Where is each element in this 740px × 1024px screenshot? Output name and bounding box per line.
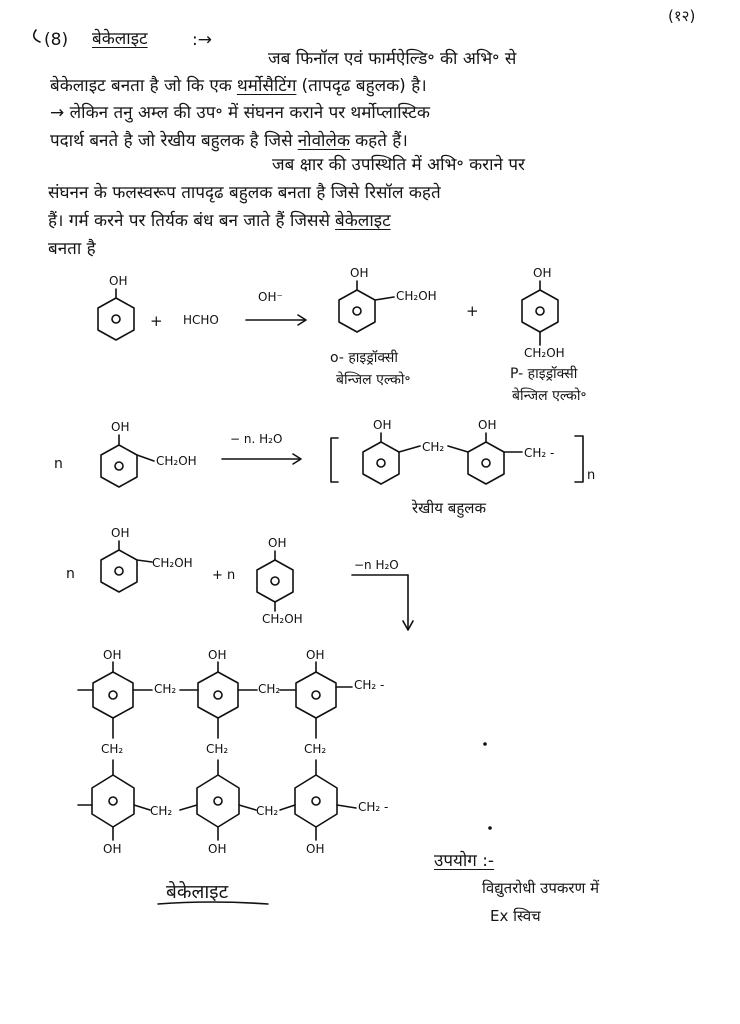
para-line-4 <box>50 128 408 151</box>
r1-para-name-2: बेन्जिल एल्को॰ <box>512 388 587 404</box>
phenol-ring <box>98 298 134 340</box>
r2-subscript-n: n <box>587 468 596 483</box>
bk-top-ch2-1: CH₂ <box>154 682 177 696</box>
r2-ch2-b: CH₂ - <box>524 446 555 460</box>
r3-ch2oh-1: CH₂OH <box>152 556 193 570</box>
r1-phenol-oh: OH <box>109 274 128 288</box>
r2-oh-a: OH <box>373 418 392 432</box>
para-line-6: संघनन के फलस्वरूप तापदृढ बहुलक बनता है जिसे रिसॉल कहते <box>48 183 441 203</box>
bakelite-ring-bottom-3 <box>295 775 337 827</box>
term-bakelite: बेकेलाइट <box>335 211 391 231</box>
r2-product-name: रेखीय बहुलक <box>412 499 486 517</box>
r3-oh-2: OH <box>268 536 287 550</box>
r1-para-oh: OH <box>533 266 552 280</box>
bk-top-ch2-2: CH₂ <box>258 682 281 696</box>
bakelite-ring-top-2 <box>198 672 238 718</box>
term-thermosetting: थर्मोसैटिंग <box>236 76 297 96</box>
uses-heading: उपयोग :- <box>434 851 495 871</box>
bakelite-ring-top-1 <box>93 672 133 718</box>
bk-top-oh-1: OH <box>103 648 122 662</box>
uses-line-1: विद्युतरोधी उपकरण में <box>482 879 600 897</box>
para-line-2-b: (तापदृढ बहुलक) है। <box>301 76 427 96</box>
r2-n: n <box>54 456 63 472</box>
bk-top-ch2-3: CH₂ - <box>354 678 385 692</box>
r1-para-name-1: P- हाइड्रॉक्सी <box>510 366 578 382</box>
section-title: बेकेलाइट <box>92 29 148 49</box>
para-ring <box>522 290 558 332</box>
term-novolac: नोवोलेक <box>297 131 351 151</box>
para-line-3 <box>50 100 430 123</box>
r1-condition: OH⁻ <box>258 290 283 304</box>
r2-condition: − n. H₂O <box>230 432 283 446</box>
term-thermoplastic: थर्मोप्लास्टिक <box>350 103 430 123</box>
bk-bottom-ch2-3: CH₂ - <box>358 800 389 814</box>
polymer-ring-2 <box>468 442 504 484</box>
section-arrow: :→ <box>192 30 212 50</box>
r1-ortho-name-2: बेन्जिल एल्को॰ <box>336 372 411 388</box>
polymer-bracket-left <box>331 438 338 482</box>
reactant-ring <box>101 445 137 487</box>
bk-mid-ch2-2: CH₂ <box>206 742 229 756</box>
bk-bottom-oh-2: OH <box>208 842 227 856</box>
bk-mid-ch2-1: CH₂ <box>101 742 124 756</box>
r1-para-ch2oh: CH₂OH <box>524 346 565 360</box>
para-line-4-a: पदार्थ बनते है जो रेखीय बहुलक है जिसे <box>50 131 293 151</box>
bakelite-label: बेकेलाइट <box>166 881 229 903</box>
bk-mid-ch2-3: CH₂ <box>304 742 327 756</box>
r1-ortho-name-1: o- हाइड्रॉक्सी <box>330 350 399 366</box>
para-line-7-a: हैं। गर्म करने पर तिर्यक बंध बन जाते हैं जिससे <box>48 211 330 231</box>
bk-bottom-oh-3: OH <box>306 842 325 856</box>
bk-top-oh-3: OH <box>306 648 325 662</box>
r1-ortho-ch2oh: CH₂OH <box>396 289 437 303</box>
polymer-ring-1 <box>363 442 399 484</box>
ortho-ring <box>339 290 375 332</box>
bakelite-ring-top-3 <box>296 672 336 718</box>
para-line-1: जब फिनॉल एवं फार्मऐल्डि॰ की अभि॰ से <box>268 49 517 69</box>
phenol-alcohol-ring-2 <box>257 560 293 602</box>
r1-reagent: HCHO <box>183 313 219 327</box>
para-line-2 <box>50 73 427 96</box>
phenol-alcohol-ring-1 <box>101 550 137 592</box>
r1-ortho-oh: OH <box>350 266 369 280</box>
para-line-5: जब क्षार की उपस्थिति में अभि॰ कराने पर <box>272 155 525 175</box>
r2-ch2-a: CH₂ <box>422 440 445 454</box>
r2-oh-b: OH <box>478 418 497 432</box>
r1-plus: + <box>150 312 163 330</box>
bk-bottom-ch2-1: CH₂ <box>150 804 173 818</box>
r2-oh: OH <box>111 420 130 434</box>
para-line-3-a: → लेकिन तनु अम्ल की उप॰ में संघनन कराने पर <box>50 103 346 123</box>
phenol-ring-center <box>112 315 120 323</box>
para-line-7 <box>48 208 391 231</box>
r3-n: n <box>66 566 75 582</box>
bk-bottom-ch2-2: CH₂ <box>256 804 279 818</box>
bk-bottom-oh-1: OH <box>103 842 122 856</box>
para-line-4-b: कहते हैं। <box>355 131 408 151</box>
bakelite-ring-bottom-1 <box>92 775 134 827</box>
section-number-bracket <box>34 30 40 42</box>
para-line-2-a: बेकेलाइट बनता है जो कि एक <box>50 76 232 96</box>
r2-ch2oh: CH₂OH <box>156 454 197 468</box>
bakelite-ring-bottom-2 <box>197 775 239 827</box>
uses-line-2: Ex स्विच <box>490 907 541 925</box>
bk-top-oh-2: OH <box>208 648 227 662</box>
para-line-8: बनता है <box>48 239 96 259</box>
section-number: (8) <box>44 30 69 50</box>
r3-ch2oh-2: CH₂OH <box>262 612 303 626</box>
r3-plus-n: + n <box>212 568 236 583</box>
r3-oh-1: OH <box>111 526 130 540</box>
r3-condition: −n H₂O <box>354 558 399 572</box>
r1-plus-2: + <box>466 302 479 320</box>
polymer-bracket-right <box>575 436 583 482</box>
page-number: (१२) <box>668 7 696 25</box>
